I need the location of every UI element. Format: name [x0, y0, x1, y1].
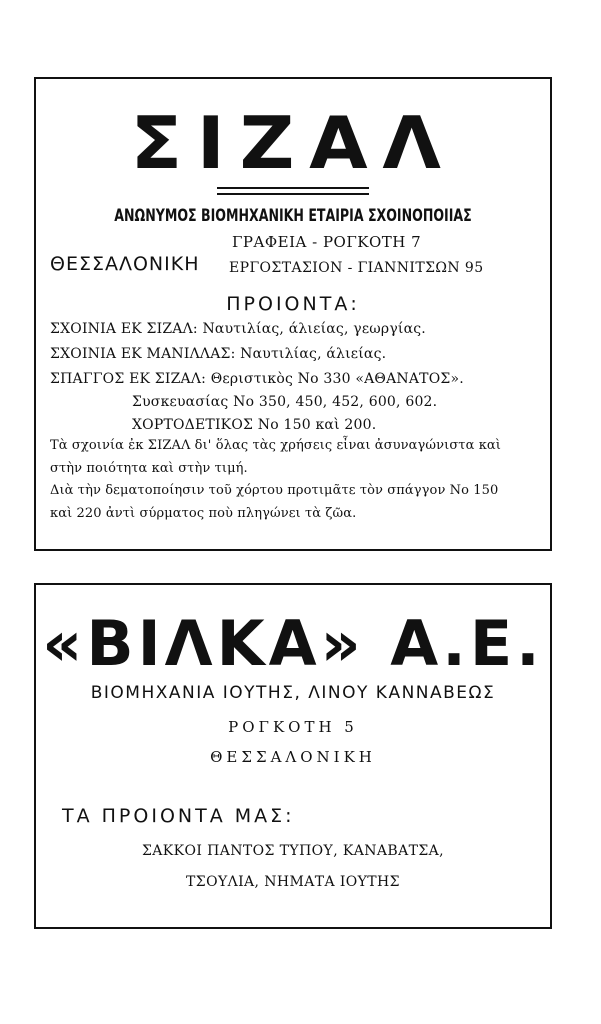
company-name: ΑΝΩΝΥΜΟΣ ΒΙΟΜΗΧΑΝΙΚΗ ΕΤΑΙΡΙΑ ΣΧΟΙΝΟΠΟΙΙΑΣ	[114, 206, 472, 226]
address: ΡΟΓΚΟΤΗ 5	[228, 718, 358, 736]
products-heading: ΠΡΟΙΟΝΤΑ:	[226, 293, 360, 315]
product-line: ΣΠΑΓΓΟΣ ΕΚ ΣΙΖΑΛ: Θεριστικὸς Νο 330 «ΑΘΑΝΑΤΟΣ».	[50, 371, 464, 387]
factory-address: ΕΡΓΟΣΤΑΣΙΟΝ - ΓΙΑΝΝΙΤΣΩΝ 95	[229, 260, 484, 276]
note-line: Διὰ τὴν δεματοποίησιν τοῦ χόρτου προτιμᾶτε τὸν σπάγγον Νο 150	[50, 483, 499, 498]
note-line: Τὰ σχοινία ἐκ ΣΙΖΑΛ δι' ὅλας τὰς χρήσεις εἶναι ἀσυναγώνιστα καὶ	[50, 438, 501, 453]
sizal-logo: ΣΙΖΑΛ	[130, 101, 456, 185]
products-heading: ΤΑ ΠΡΟΙΟΝΤΑ ΜΑΣ:	[62, 805, 295, 827]
sizal-advertisement	[34, 77, 552, 551]
city-name: ΘΕΣΣΑΛΟΝΙΚΗ	[50, 253, 200, 275]
vilka-advertisement	[34, 583, 552, 929]
offices-address: ΓΡΑΦΕΙΑ - ΡΟΓΚΟΤΗ 7	[232, 233, 422, 251]
product-line: ΣΑΚΚΟΙ ΠΑΝΤΟΣ ΤΥΠΟΥ, ΚΑΝΑΒΑΤΣΑ,	[141, 843, 445, 859]
product-line: ΤΣΟΥΛΙΑ, ΝΗΜΑΤΑ ΙΟΥΤΗΣ	[186, 874, 400, 890]
note-line: καὶ 220 ἀντὶ σύρματος ποὺ πληγώνει τὰ ζῶα.	[50, 506, 357, 521]
vilka-logo: «ΒΙΛΚΑ» Α.Ε.	[42, 607, 544, 680]
logo-underline	[217, 193, 369, 195]
note-line: στὴν ποιότητα καὶ στὴν τιμή.	[50, 461, 248, 476]
company-subtitle: ΒΙΟΜΗΧΑΝΙΑ ΙΟΥΤΗΣ, ΛΙΝΟΥ ΚΑΝΝΑΒΕΩΣ	[90, 683, 496, 703]
product-line: ΣΧΟΙΝΙΑ ΕΚ ΜΑΝΙΛΛΑΣ: Ναυτιλίας, άλιείας.	[50, 346, 387, 362]
product-line: Συσκευασίας Νο 350, 450, 452, 600, 602.	[132, 394, 438, 410]
logo-underline	[217, 187, 369, 189]
product-line: ΧΟΡΤΟΔΕΤΙΚΟΣ Νο 150 καὶ 200.	[132, 417, 377, 433]
product-line: ΣΧΟΙΝΙΑ ΕΚ ΣΙΖΑΛ: Ναυτιλίας, άλιείας, γεωργίας.	[50, 321, 426, 337]
city-name: ΘΕΣΣΑΛΟΝΙΚΗ	[210, 748, 376, 766]
